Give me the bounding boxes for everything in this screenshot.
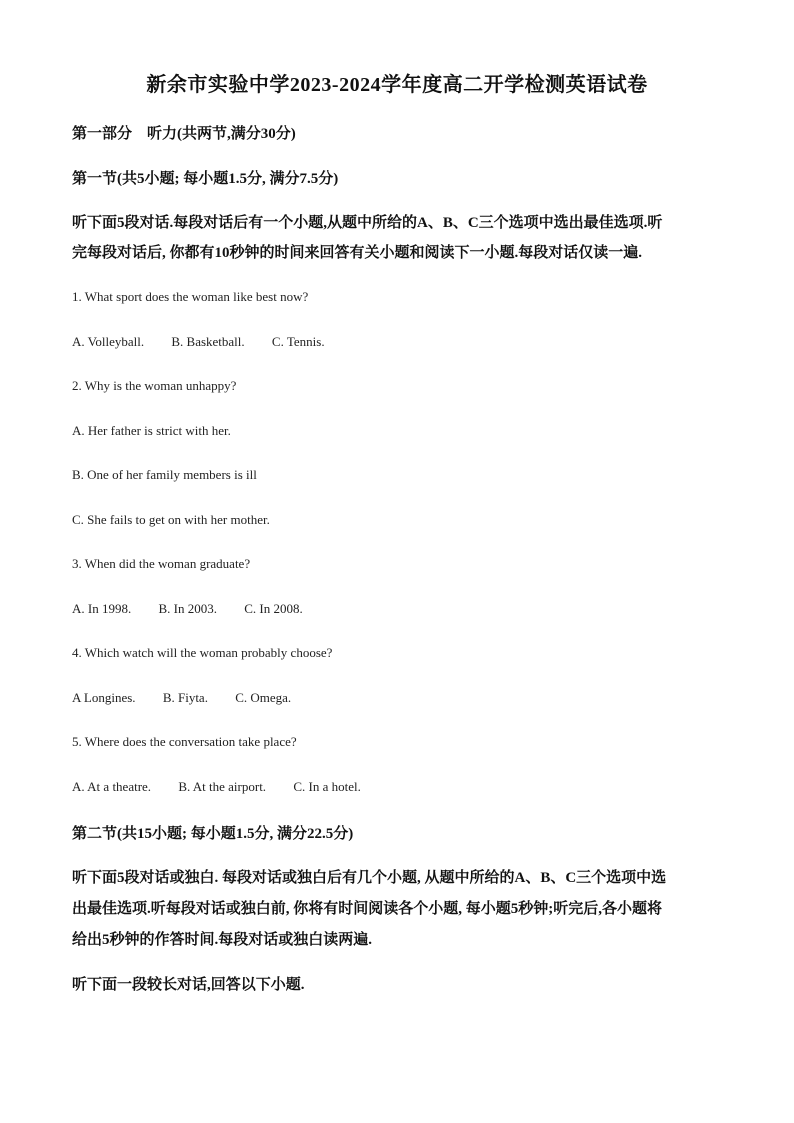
section2-heading: 第二节(共15小题; 每小题1.5分, 满分22.5分) [72,826,354,842]
question-1-option-c[interactable]: C. Tennis. [271,334,325,349]
section1-heading: 第一节(共5小题; 每小题1.5分, 满分7.5分) [72,171,339,187]
question-3-option-a[interactable]: A. In 1998. [72,601,132,616]
question-2-option-c[interactable]: C. She fails to get on with her mother. [72,512,270,527]
section2-sub-instruction: 听下面一段较长对话,回答以下小题. [72,977,305,993]
question-5-option-a[interactable]: A. At a theatre. [72,779,152,794]
question-5-option-c[interactable]: C. In a hotel. [293,779,361,794]
question-1-options [72,334,325,350]
question-4-options [72,690,291,706]
question-3-option-c[interactable]: C. In 2008. [244,601,303,616]
part1-heading: 第一部分 听力(共两节,满分30分) [72,126,296,142]
exam-title: 新余市实验中学2023-2024学年度高二开学检测英语试卷 [146,74,648,96]
question-3-option-b[interactable]: B. In 2003. [158,601,217,616]
section1-instruction-line1: 听下面5段对话.每段对话后有一个小题,从题中所给的A、B、C三个选项中选出最佳选项.听 [72,215,663,231]
section2-instruction-line2: 出最佳选项.听每段对话或独白前, 你将有时间阅读各个小题, 每小题5秒钟;听完后,各小题将 [72,901,662,917]
question-1-option-b[interactable]: B. Basketball. [171,334,245,349]
section2-instruction-line1: 听下面5段对话或独白. 每段对话或独白后有几个小题, 从题中所给的A、B、C三个选项中选 [72,870,667,886]
question-3-stem: 3. When did the woman graduate? [72,556,251,571]
question-1-option-a[interactable]: A. Volleyball. [72,334,145,349]
question-4-option-b[interactable]: B. Fiyta. [162,690,208,705]
question-5-stem: 5. Where does the conversation take place? [72,734,297,749]
question-4-stem: 4. Which watch will the woman probably choose? [72,645,333,660]
question-3-options [72,601,303,617]
question-4-option-a[interactable]: A Longines. [72,690,136,705]
question-4-option-c[interactable]: C. Omega. [235,690,292,705]
question-2-option-a[interactable]: A. Her father is strict with her. [72,423,231,438]
question-5-option-b[interactable]: B. At the airport. [178,779,267,794]
question-1-stem: 1. What sport does the woman like best now? [72,289,309,304]
section1-instruction-line2: 完每段对话后, 你都有10秒钟的时间来回答有关小题和阅读下一小题.每段对话仅读一遍. [72,245,643,261]
question-2-stem: 2. Why is the woman unhappy? [72,378,237,393]
section2-instruction-line3: 给出5秒钟的作答时间.每段对话或独白读两遍. [72,932,373,948]
question-2-option-b[interactable]: B. One of her family members is ill [72,467,257,482]
question-5-options [72,779,361,795]
